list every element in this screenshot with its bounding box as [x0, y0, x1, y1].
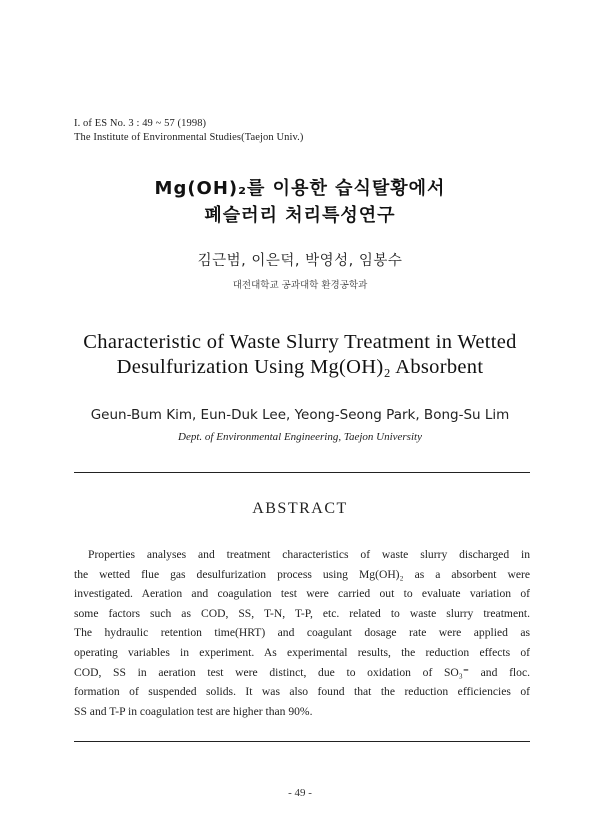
abstract-line: operating variables in experiment. As experimental results, the reduction effects of: [74, 645, 530, 659]
abstract-line: the wetted flue gas desulfurization process using Mg(OH)₂ as a absorbent were: [74, 567, 530, 581]
korean-affiliation: 대전대학교 공과대학 환경공학과: [232, 280, 368, 291]
abstract-line: some factors such as COD, SS, T-N, T-P, etc. related to waste slurry treatment.: [74, 606, 530, 620]
top-divider: [74, 472, 530, 473]
english-authors: Geun-Bum Kim, Eun-Duk Lee, Yeong-Seong Park, Bong-Su Lim: [90, 407, 510, 423]
abstract-line: investigated. Aeration and coagulation test were carried out to evaluate variation of: [74, 587, 530, 601]
abstract-body: [74, 545, 530, 721]
korean-authors: 김근범, 이은덕, 박영성, 임봉수: [197, 253, 403, 269]
bottom-divider: [74, 741, 530, 742]
abstract-line: SS and T-P in coagulation test are higher than 90%.: [74, 704, 313, 718]
abstract-line: The hydraulic retention time(HRT) and coagulant dosage rate were applied as: [74, 626, 530, 640]
institute-name: The Institute of Environmental Studies(Taejon Univ.): [74, 132, 304, 143]
abstract-line: COD, SS in aeration test were distinct, due to oxidation of SO₃⁼ and floc.: [74, 665, 530, 679]
english-affiliation: Dept. of Environmental Engineering, Taejon University: [178, 431, 422, 443]
korean-title-line-1: Mg(OH)₂를 이용한 습식탈황에서: [154, 178, 446, 199]
abstract-line: formation of suspended solids. It was also found that the reduction efficiencies of: [74, 685, 530, 699]
page-number: - 49 -: [288, 787, 312, 799]
english-title-line-2: Desulfurization Using Mg(OH)₂ Absorbent: [116, 356, 484, 378]
abstract-heading: ABSTRACT: [252, 500, 348, 517]
english-title-line-1: Characteristic of Waste Slurry Treatment in Wetted: [83, 331, 517, 353]
journal-citation: I. of ES No. 3 : 49 ~ 57 (1998): [74, 118, 207, 129]
abstract-line: Properties analyses and treatment characteristics of waste slurry discharged in: [88, 548, 530, 561]
korean-title-line-2: 폐슬러리 처리특성연구: [204, 205, 396, 226]
